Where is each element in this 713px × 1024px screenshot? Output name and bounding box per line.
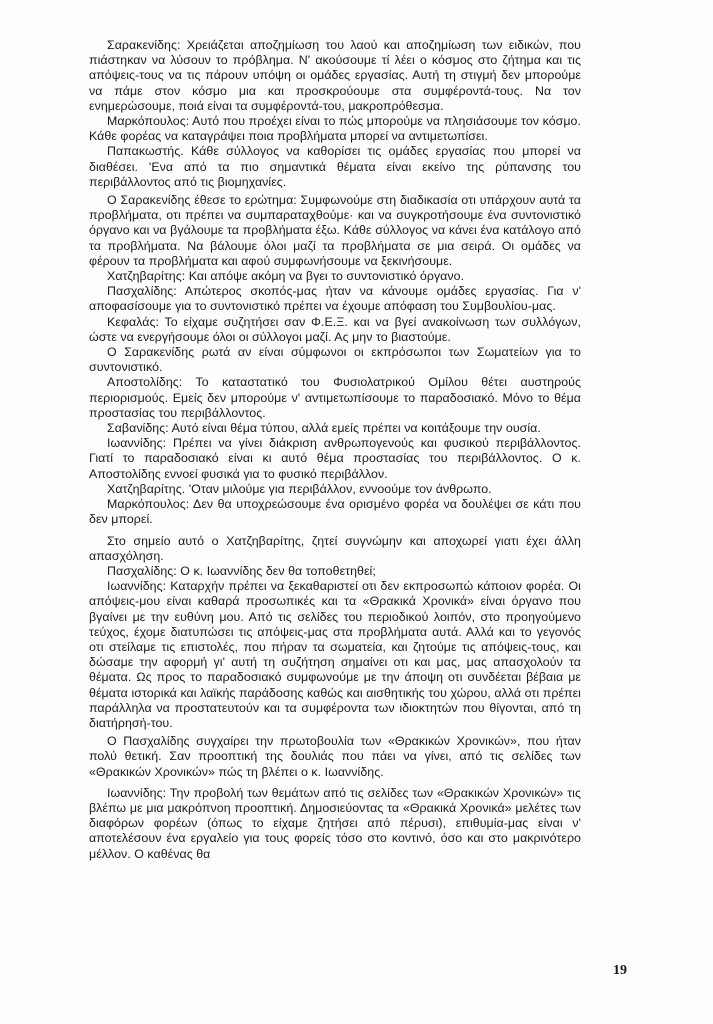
paragraph-paschalidis-3: Ο Πασχαλίδης συγχαίρει την πρωτοβουλία των «Θρακικών Χρονικών», που ήταν πολύ θετική. Σαν προοπτική της δουλιάς που πάει να γίνει, από τις σελίδες των «Θρακικών Χρονικών» πώς τη βλέπει ο κ. Ιωαννίδης. xyxy=(89,734,581,779)
paragraph-sarakenidis-3: Ο Σαρακενίδης ρωτά αν είναι σύμφωνοι οι εκπρόσωποι των Σωματείων για το συντονιστικό. xyxy=(89,345,581,375)
paragraph-ioannidis-2: Ιωαννίδης: Καταρχήν πρέπει να ξεκαθαριστεί οτι δεν εκπροσωπώ κάποιον φορέα. Οι απόψεις-μου είναι καθαρά προσωπικές και τα «Θρακικά Χρονικά» είναι όργανο που βγαίνει με την ευθύνη μου. Από τις σελίδες του περιοδικού λοιπόν, στο προηγούμενο τεύχος, έχομε διατυπώσει τις απόψεις-μας στα προβλήματα αυτά. Αλλά και το γεγονός οτι στείλαμε τις επιστολές, που πήραν τα σωματεία, και ζητούμε τις απόψεις-τους, και δώσαμε την αφορμή γι' αυτή τη συζήτηση σημαίνει οτι και μας, μας απασχολούν τα θέματα. Ως προς το παραδοσιακό συμφωνούμε με την άποψη οτι συνδέεται βέβαια με θέματα ιστορικά και λαϊκής παράδοσης καθώς και αισθητικής του χώρου, αλλά οτι πρέπει παράλληλα να προστατευτούν και τα συμφέροντα των ιδιοκτητών που θίγονται, από τη διατήρησή-του. xyxy=(89,579,581,730)
paragraph-papakostis-1: Παπακωστής. Κάθε σύλλογος να καθορίσει τις ομάδες εργασίας που μπορεί να διαθέσει. 'Ενα από τα πιο σημαντικά θέματα είναι εκείνο της ρύπανσης του περιβάλλοντος από τις βιομηχανίες. xyxy=(89,144,581,189)
paragraph-ioannidis-3: Ιωαννίδης: Την προβολή των θεμάτων από τις σελίδες των «Θρακικών Χρονικών» τις βλέπω με μια μακρόπνοη προοπτική. Δημοσιεύοντας τα «Θρακικά Χρονικά» μελέτες των διαφόρων φορέων (όπως το είχαμε ζητήσει από πέρυσι), επιθυμία-μας είναι ν' αποτελέσουν ένα εργαλείο για τους φορείς τόσο στο κοντινό, όσο και στο μακρινότερο μέλλον. Ο καθένας θα xyxy=(89,785,581,861)
paragraph-apostolidis-1: Αποστολίδης: Το καταστατικό του Φυσιολατρικού Ομίλου θέτει αυστηρούς περιορισμούς. Εμείς δεν μπορούμε ν' αντιμετωπίσουμε το παραδοσιακό. Μόνο το θέμα προστασίας του περιβάλλοντος. xyxy=(89,375,581,420)
paragraph-ioannidis-1: Ιωαννίδης: Πρέπει να γίνει διάκριση ανθρωπογενούς και φυσικού περιβάλλοντος. Γιατί το παραδοσιακό είναι κι αυτό θέμα προστασίας του περιβάλλοντος. Ο κ. Αποστολίδης εννοεί φυσικά για το φυσικό περιβάλλον. xyxy=(89,436,581,481)
paragraph-markopoulos-2: Μαρκόπουλος: Δεν θα υποχρεώσουμε ένα ορισμένο φορέα να δουλέψει σε κάτι που δεν μπορεί. xyxy=(89,497,581,527)
paragraph-chatzivaritis-2: Χατζηβαρίτης. 'Οταν μιλούμε για περιβάλλον, εννοούμε τον άνθρωπο. xyxy=(107,481,492,496)
paragraph-kefalas-1: Κεφαλάς: Το είχαμε συζητήσει σαν Φ.Ε.Ξ. και να βγεί ανακοίνωση των συλλόγων, ώστε να ενεργήσουμε όλοι οι σύλλογοι μαζί. Ας μην το βιαστούμε. xyxy=(89,314,581,344)
page-number: 19 xyxy=(613,963,627,978)
text-column xyxy=(89,38,581,862)
paragraph-markopoulos-1: Μαρκόπουλος: Αυτό που προέχει είναι το πώς μπορούμε να πλησιάσουμε τον κόσμο. Κάθε φορέας να καταγράψει ποια προβλήματα μπορεί να αντιμετωπίσει. xyxy=(89,114,581,144)
paragraph-chatzivaritis-leaves: Στο σημείο αυτό ο Χατζηβαρίτης, ζητεί συγνώμην και αποχωρεί γιατι έχει άλλη απασχόληση. xyxy=(89,533,581,563)
paragraph-sarakenidis-1: Σαρακενίδης: Χρειάζεται αποζημίωση του λαού και αποζημίωση των ειδικών, που πιάστηκαν να λύσουν το πρόβλημα. Ν' ακούσουμε τί λέει ο κόσμος στο ζήτημα και τις απόψεις-τους να τις πάρουν υπόψη οι ομάδες εργασίας. Αυτή τη στιγμή δεν μπορούμε να πάμε στον κόσμο μια και προσκρούουμε στα συμφέροντά-τους. Να τον ενημερώσουμε, ποιά είναι τα συμφέροντά-του, μακροπρόθεσμα. xyxy=(89,38,581,113)
paragraph-savanidis-1: Σαβανίδης: Αυτό είναι θέμα τύπου, αλλά εμείς πρέπει να κοιτάξουμε την ουσία. xyxy=(107,421,541,436)
paragraph-chatzivaritis-1: Χατζηβαρίτης: Και απόψε ακόμη να βγει το συντονιστικό όργανο. xyxy=(107,269,465,284)
paragraph-paschalidis-2: Πασχαλίδης: Ο κ. Ιωαννίδης δεν θα τοποθετηθεί; xyxy=(107,563,376,578)
paragraph-paschalidis-1: Πασχαλίδης: Απώτερος σκοπός-μας ήταν να κάνουμε ομάδες εργασίας. Για ν' αποφασίσουμε για το συντονιστικό πρέπει να έχουμε απόφαση του Συμβουλίου-μας. xyxy=(89,284,581,314)
paragraph-sarakenidis-2: Ο Σαρακενίδης έθεσε το ερώτημα: Συμφωνούμε στη διαδικασία οτι υπάρχουν αυτά τα προβλήματα, οτι πρέπει να συμπαραταχθούμε· και να συγκροτήσουμε ένα συντονιστικό όργανο και να βγάλουμε τα προβλήματα έξω. Κάθε σύλλογος να κάνει ένα κατάλογο από τα προβλήματα. Να βάλουμε όλοι μαζί τα προβλήματα σε μια σειρά. Οι ομάδες να φέρουν τα προβλήματα και αφού συμφωνήσουμε να ξεκινήσουμε. xyxy=(89,193,581,268)
